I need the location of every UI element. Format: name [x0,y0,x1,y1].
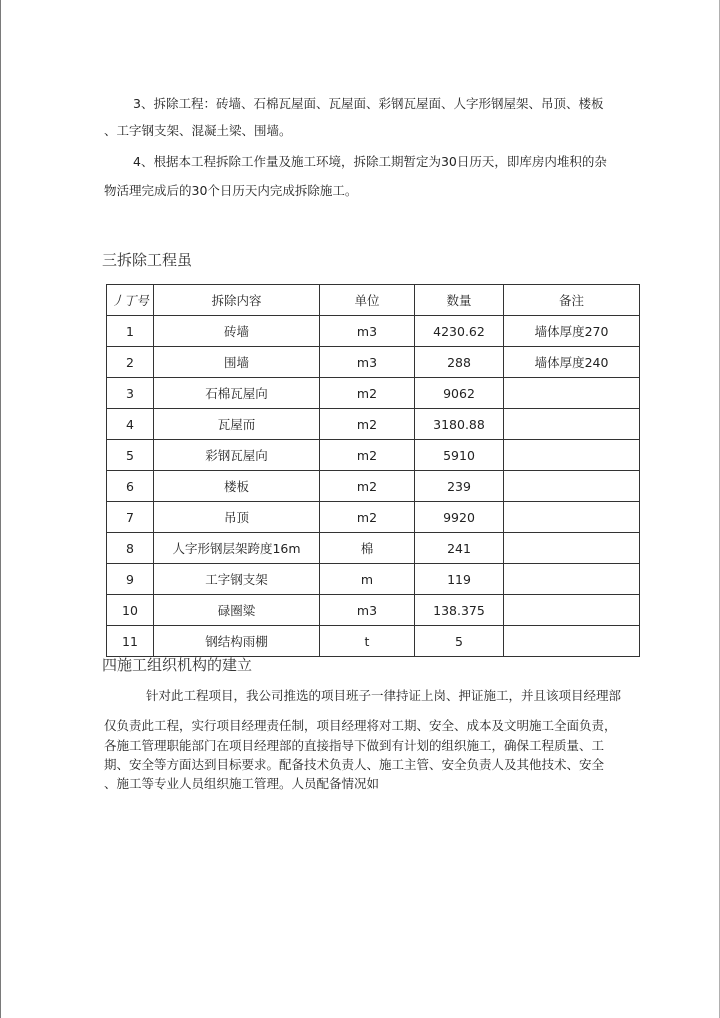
cell-unit: m2 [320,409,415,440]
cell-unit: m2 [320,471,415,502]
table-row [107,440,640,471]
cell-no: 7 [107,502,154,533]
cell-qty: 239 [415,471,504,502]
cell-note [504,440,640,471]
header-unit: 单位 [320,285,415,316]
cell-qty: 241 [415,533,504,564]
section4-paragraph-line: 期、安全等方面达到目标要求。配备技术负责人、施工主管、安全负责人及其他技术、安全 [104,757,605,772]
cell-no: 10 [107,595,154,626]
cell-note: 墙体厚度270 [504,316,640,347]
section4-paragraph-line: 各施工管理职能部门在项目经理部的直接指导下做到有计划的组织施工，确保工程质量、工 [104,738,605,753]
cell-qty: 5 [415,626,504,657]
table-row [107,502,640,533]
cell-note [504,595,640,626]
table-header-row [107,285,640,316]
header-item: 拆除内容 [154,285,320,316]
cell-qty: 288 [415,347,504,378]
cell-unit: m2 [320,502,415,533]
section4-paragraph-line: 针对此工程项目，我公司推选的项目班子一律持证上岗、押证施工，并且该项目经理部 [146,688,622,703]
cell-no: 4 [107,409,154,440]
cell-item: 钢结构雨棚 [154,626,320,657]
cell-note [504,564,640,595]
cell-note [504,471,640,502]
table-row [107,409,640,440]
cell-no: 3 [107,378,154,409]
paragraph-item-3: 3、拆除工程：砖墙、石棉瓦屋面、瓦屋面、彩钢瓦屋面、人字形钢屋架、吊顶、楼板 [133,96,604,111]
cell-item: 石棉瓦屋向 [154,378,320,409]
cell-no: 1 [107,316,154,347]
section4-paragraph-line: 仅负责此工程，实行项目经理责任制，项目经理将对工期、安全、成本及文明施工全面负责， [104,718,617,733]
cell-item: 碌圈粱 [154,595,320,626]
cell-note: 墙体厚度240 [504,347,640,378]
cell-unit: m3 [320,595,415,626]
cell-item: 围墙 [154,347,320,378]
section-title-3: 三拆除工程虽 [102,251,193,269]
table-row [107,626,640,657]
cell-item: 瓦屋而 [154,409,320,440]
cell-unit: 棉 [320,533,415,564]
header-no: 丿丁号 [107,285,154,316]
cell-note [504,502,640,533]
cell-item: 吊顶 [154,502,320,533]
table-row [107,316,640,347]
table-row [107,347,640,378]
paragraph-item-4-cont: 物活理完成后的30个日历天内完成拆除施工。 [104,183,358,198]
section4-paragraph-line: 、施工等专业人员组织施工管理。人员配备情况如 [104,776,380,791]
cell-note [504,533,640,564]
cell-qty: 3180.88 [415,409,504,440]
header-note: 备注 [504,285,640,316]
cell-no: 11 [107,626,154,657]
cell-no: 2 [107,347,154,378]
table-row [107,378,640,409]
cell-qty: 9062 [415,378,504,409]
cell-no: 8 [107,533,154,564]
cell-unit: t [320,626,415,657]
table-row [107,564,640,595]
cell-no: 6 [107,471,154,502]
cell-unit: m3 [320,316,415,347]
cell-item: 砖墙 [154,316,320,347]
cell-qty: 119 [415,564,504,595]
paragraph-item-4: 4、根据本工程拆除工作量及施工环境，拆除工期暂定为30日历天，即库房内堆积的杂 [133,154,607,169]
cell-unit: m [320,564,415,595]
header-qty: 数量 [415,285,504,316]
cell-unit: m2 [320,378,415,409]
cell-note [504,378,640,409]
cell-item: 人字形钢层架跨度16m [154,533,320,564]
cell-item: 工字钢支架 [154,564,320,595]
cell-no: 5 [107,440,154,471]
table-row [107,471,640,502]
cell-item: 楼板 [154,471,320,502]
section-title-4: 四施工组织机构的建立 [102,656,253,674]
cell-note [504,626,640,657]
page-border [0,0,1,1018]
cell-qty: 138.375 [415,595,504,626]
cell-qty: 9920 [415,502,504,533]
cell-note [504,409,640,440]
cell-qty: 4230.62 [415,316,504,347]
demolition-quantity-table [106,284,640,657]
paragraph-item-3-cont: 、工字钢支架、混凝土梁、围墙。 [104,123,292,138]
table-row [107,595,640,626]
cell-qty: 5910 [415,440,504,471]
cell-unit: m3 [320,347,415,378]
table-row [107,533,640,564]
cell-unit: m2 [320,440,415,471]
cell-item: 彩钢瓦屋向 [154,440,320,471]
cell-no: 9 [107,564,154,595]
